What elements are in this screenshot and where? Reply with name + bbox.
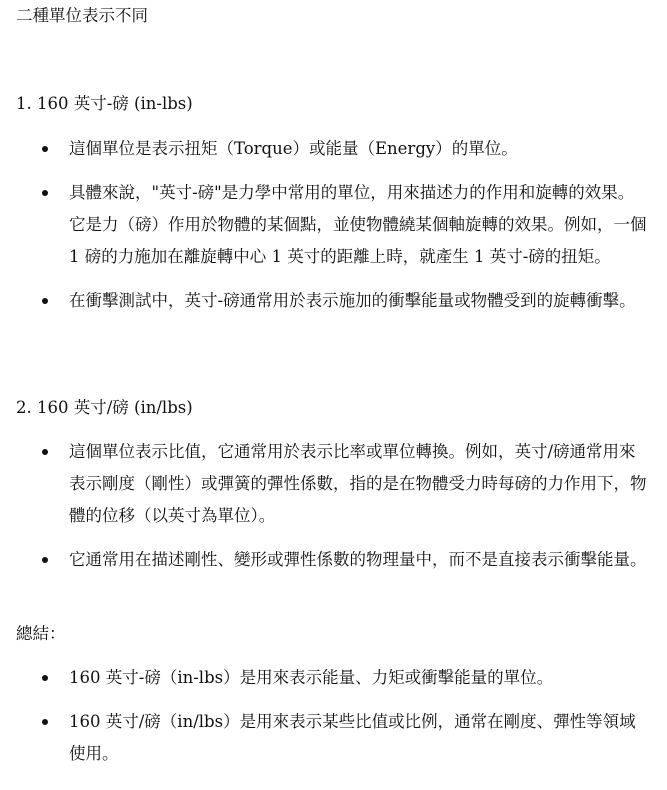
bullet-text: 160 英寸/磅（in/lbs）是用來表示某些比值或比例，通常在剛度、彈性等領域使用。 — [69, 712, 636, 763]
bullet-text: 具體來說，"英寸-磅"是力學中常用的單位，用來描述力的作用和旋轉的效果。它是力（磅）作用於物體的某個點，並使物體繞某個軸旋轉的效果。例如，一個 1 磅的力施加在離旋轉中心 1 英寸的距離上時，就產生 1 英寸-磅的扭矩。 — [69, 183, 647, 266]
list-item — [16, 662, 647, 694]
bullet-list — [16, 436, 647, 576]
section-in-lbs — [16, 88, 647, 317]
section-heading: 2. 160 英寸/磅 (in/lbs) — [16, 398, 193, 417]
bullet-icon — [42, 298, 48, 304]
list-item — [16, 436, 647, 532]
summary-heading: 總結： — [16, 624, 66, 643]
list-item — [16, 544, 647, 576]
list-item — [16, 177, 647, 273]
bullet-text: 160 英寸-磅（in-lbs）是用來表示能量、力矩或衝擊能量的單位。 — [69, 668, 554, 687]
bullet-list — [16, 133, 647, 317]
section-heading: 1. 160 英寸-磅 (in-lbs) — [16, 94, 193, 113]
document-title: 二種單位表示不同 — [16, 6, 148, 25]
list-item — [16, 285, 647, 317]
bullet-icon — [42, 719, 48, 725]
bullet-icon — [42, 190, 48, 196]
bullet-text: 在衝擊測試中，英寸-磅通常用於表示施加的衝擊能量或物體受到的旋轉衝擊。 — [69, 291, 636, 310]
summary-section — [16, 618, 647, 770]
bullet-text: 這個單位表示比值，它通常用於表示比率或單位轉換。例如，英寸/磅通常用來表示剛度（剛性）或彈簧的彈性係數，指的是在物體受力時每磅的力作用下，物體的位移（以英寸為單位）。 — [69, 442, 647, 525]
bullet-icon — [42, 146, 48, 152]
bullet-text: 它通常用在描述剛性、變形或彈性係數的物理量中，而不是直接表示衝擊能量。 — [69, 550, 647, 569]
list-item — [16, 706, 647, 770]
list-item — [16, 133, 647, 165]
bullet-icon — [42, 557, 48, 563]
bullet-icon — [42, 449, 48, 455]
section-in-per-lbs — [16, 392, 647, 576]
bullet-text: 這個單位是表示扭矩（Torque）或能量（Energy）的單位。 — [69, 139, 518, 158]
bullet-list — [16, 662, 647, 770]
bullet-icon — [42, 675, 48, 681]
